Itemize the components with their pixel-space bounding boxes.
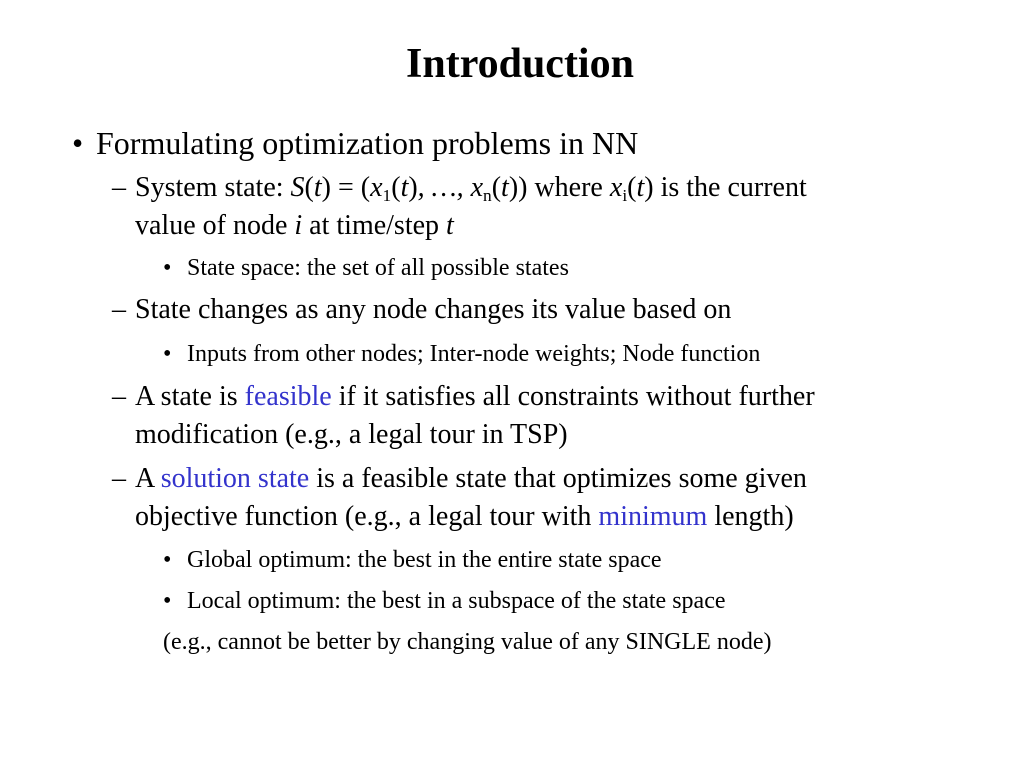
subscript-1: 1 (382, 185, 392, 205)
term-solution-state: solution state (160, 463, 310, 494)
solution-cont-pre: objective function (e.g., a legal tour with (135, 501, 599, 532)
bullet-marker: • (163, 588, 172, 614)
paren: ( (304, 172, 314, 203)
term-minimum: minimum (598, 501, 708, 532)
bullet-marker: • (72, 125, 84, 161)
subitem-system-state (135, 171, 807, 205)
var-t: t (313, 172, 322, 203)
term-feasible: feasible (244, 381, 332, 412)
dash-marker: – (112, 381, 126, 412)
equals-open: ) = ( (321, 172, 371, 203)
feasible-pre: A state is (135, 381, 245, 412)
feasible-post: if it satisfies all constraints without further (331, 381, 815, 412)
var-t: t (636, 172, 645, 203)
subsubitem-inputs: Inputs from other nodes; Inter-node weights; Node function (187, 341, 761, 367)
var-x1: x (370, 172, 383, 203)
var-t: t (400, 172, 409, 203)
ellipsis: , …, (417, 172, 471, 203)
bullet-marker: • (163, 341, 172, 367)
subitem-system-state-cont (135, 209, 454, 243)
subsubitem-global-optimum: Global optimum: the best in the entire state space (187, 547, 662, 573)
bullet-marker: • (163, 255, 172, 281)
subscript-i: i (622, 185, 628, 205)
subsubitem-state-space: State space: the set of all possible states (187, 255, 569, 281)
var-s: S (290, 172, 305, 203)
subsubitem-local-optimum: Local optimum: the best in a subspace of the state space (187, 588, 726, 614)
paren: ( (391, 172, 401, 203)
dash-marker: – (112, 172, 126, 203)
subitem-solution-cont (135, 500, 794, 534)
slide-title: Introduction (406, 41, 634, 87)
bullet-formulating: Formulating optimization problems in NN (96, 125, 639, 161)
paren: ( (627, 172, 637, 203)
dash-marker: – (112, 294, 126, 325)
current-text: ) is the current (644, 172, 807, 203)
paren: ( (491, 172, 502, 203)
var-t: t (446, 210, 454, 241)
note-example: (e.g., cannot be better by changing value of any SINGLE node) (163, 629, 772, 655)
var-xi: x (609, 172, 623, 203)
bullet-marker: • (163, 547, 172, 573)
subitem-solution (135, 462, 807, 496)
subitem-feasible (135, 380, 815, 414)
solution-cont-post: length) (707, 501, 794, 532)
system-state-lead: System state: (135, 172, 291, 203)
paren: ) (408, 172, 418, 203)
where-text: )) where (508, 172, 610, 203)
dash-marker: – (112, 463, 126, 494)
var-t: t (501, 172, 509, 203)
time-step-text: at time/step (302, 210, 447, 241)
solution-post: is a feasible state that optimizes some given (309, 463, 807, 494)
var-xn: x (470, 172, 484, 203)
subitem-state-changes: State changes as any node changes its value based on (135, 294, 732, 325)
subscript-n: n (483, 185, 492, 205)
solution-pre: A (135, 463, 161, 494)
node-text: value of node (135, 210, 295, 241)
var-i: i (294, 210, 303, 241)
subitem-feasible-cont: modification (e.g., a legal tour in TSP) (135, 419, 568, 450)
